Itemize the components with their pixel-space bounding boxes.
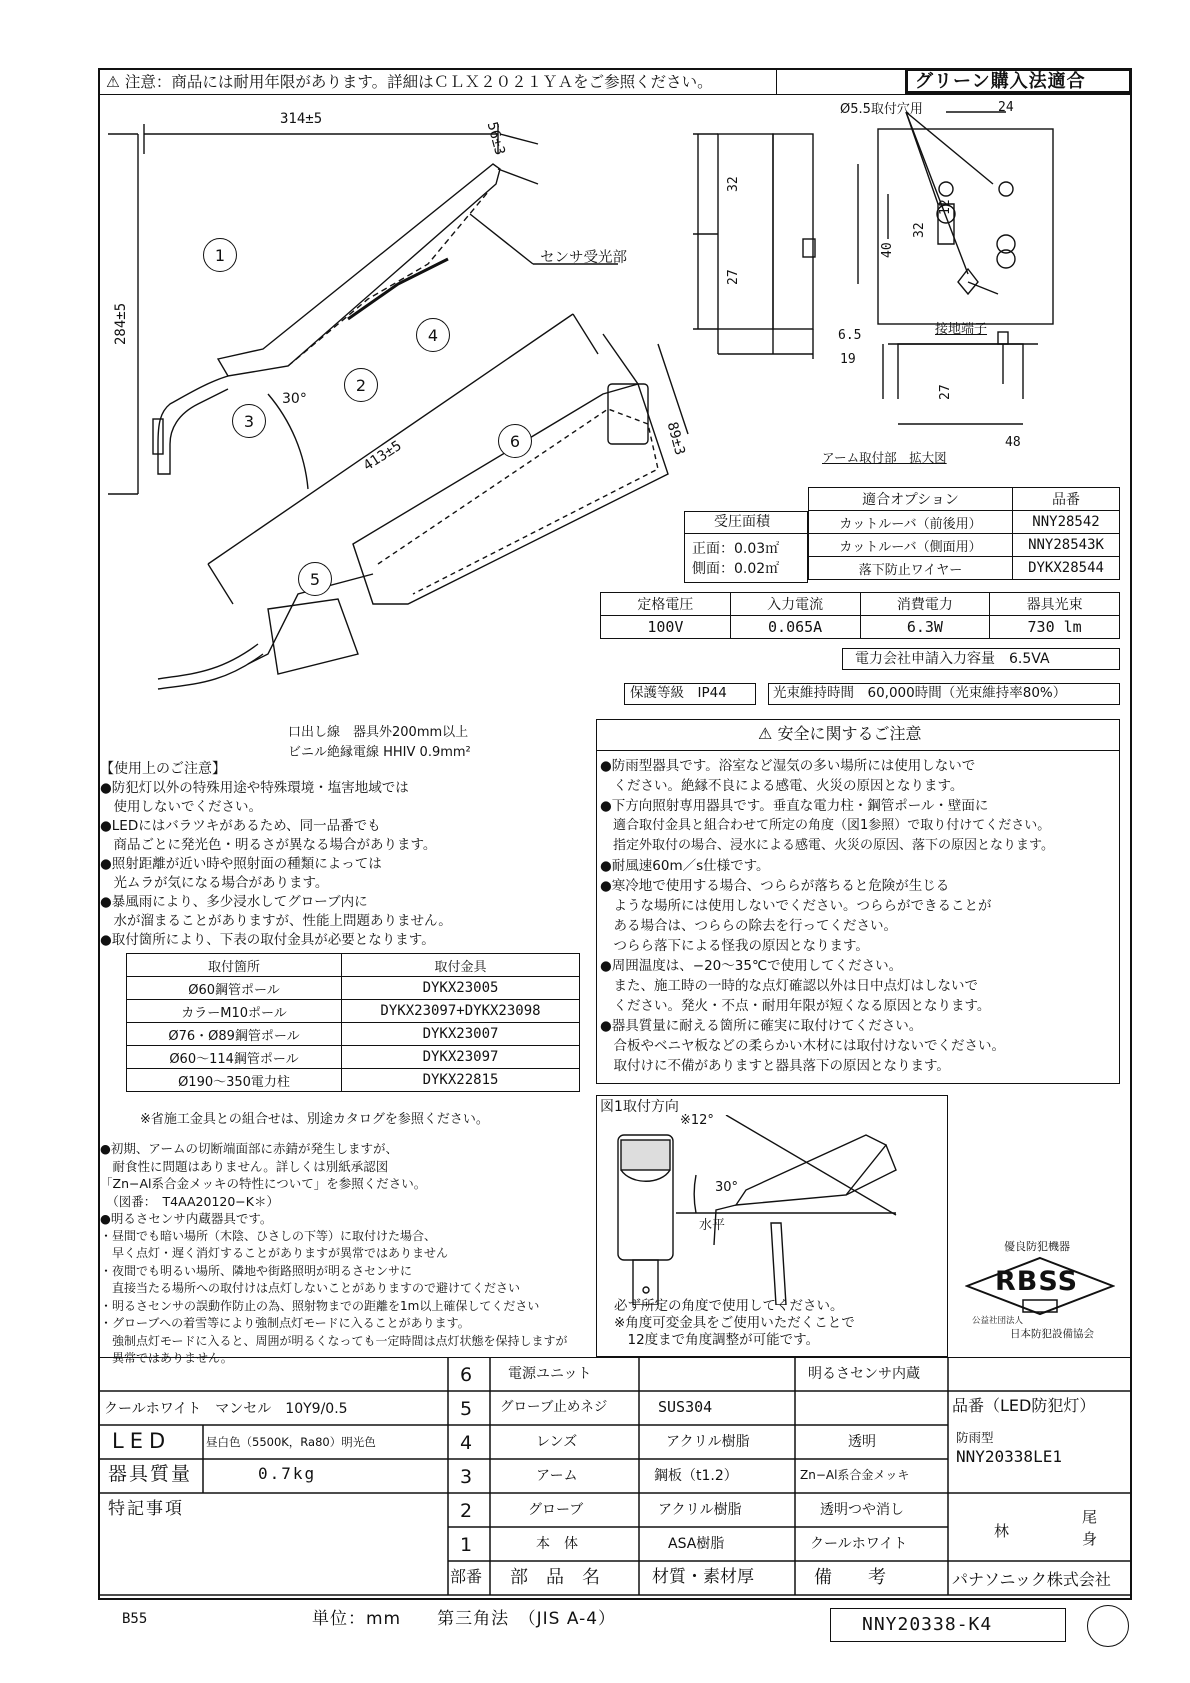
option-code: DYKX28544 — [1013, 557, 1120, 580]
arm-side — [158, 376, 228, 474]
parts-head-material: 材質・素材厚 — [652, 1567, 754, 1587]
usage-line: ●照射距離が近い時や照射面の種類によっては — [100, 856, 382, 872]
parts-head-remark: 備 考 — [814, 1567, 886, 1588]
drawing-number: NNY20338-K4 — [862, 1614, 993, 1635]
safety-line: ●器具質量に耐える箇所に確実に取付けてください。 — [600, 1018, 923, 1034]
safety-line: ●寒冷地で使用する場合、つららが落ちると危険が生じる — [600, 878, 950, 894]
part-material: 鋼板（t1.2） — [654, 1468, 738, 1484]
part-no: 3 — [460, 1466, 473, 1488]
part-remark: 透明つや消し — [820, 1502, 904, 1518]
safety-rule — [596, 750, 1120, 751]
option-name: 落下防止ワイヤー — [809, 557, 1013, 580]
pressure-front: 正面：0.03㎡ — [692, 541, 780, 557]
sign-1: 林 — [994, 1522, 1010, 1540]
fig1-note2: ※角度可変金具をご使用いただくことで — [614, 1315, 855, 1331]
special-notes-label: 特記事項 — [108, 1499, 184, 1519]
usage-line: ●暴風雨により、多少浸水してグローブ内に — [100, 894, 368, 910]
dim-27a: 27 — [726, 269, 741, 285]
part-no: 5 — [460, 1398, 473, 1420]
luminaire-side-body — [218, 164, 500, 376]
mount-place: カラーM10ポール — [127, 1000, 342, 1023]
options-head-1: 適合オプション — [809, 488, 1013, 511]
fig1-note3: 12度まで角度調整が可能です。 — [614, 1332, 820, 1348]
part-name: 本 体 — [536, 1536, 578, 1552]
dim-24: 24 — [998, 100, 1014, 115]
usage-line: 光ムラが気になる場合があります。 — [100, 875, 329, 891]
mount-part: DYKX23005 — [342, 977, 580, 1000]
dim-89: 89±3 — [663, 420, 688, 457]
safety-line: ください。絶縁不良による感電、火災の原因となります。 — [600, 778, 964, 794]
dim-19: 19 — [840, 352, 856, 367]
safety-line: ような場所には使用しないでください。つららができることが — [600, 898, 992, 914]
product-label: 品番（LED防犯灯） — [952, 1396, 1096, 1415]
mount-head: 取付金具 — [342, 954, 580, 977]
safety-line: ●周囲温度は、−20～35℃で使用してください。 — [600, 958, 903, 974]
arm-caption: アーム取付部 拡大図 — [822, 450, 947, 465]
caution-header — [106, 72, 713, 92]
usage-title: 【使用上のご注意】 — [100, 761, 226, 777]
part-row — [448, 1527, 1132, 1561]
part-name: レンズ — [536, 1434, 578, 1450]
caution-text: 注意：商品には耐用年限があります。詳細はＣＬＸ２０２１ＹＡをご参照ください。 — [124, 73, 713, 91]
rating-head: 定格電圧 — [601, 593, 731, 616]
weight-value: 0.7kg — [258, 1464, 317, 1483]
rating-head: 入力電流 — [730, 593, 860, 616]
safety-notes — [600, 756, 1054, 1076]
revision-circle — [1087, 1605, 1129, 1647]
sensor-label: センサ受光部 — [540, 250, 627, 266]
safety-line: つらら落下による怪我の原因となります。 — [600, 938, 869, 954]
part-row — [448, 1357, 1132, 1391]
part-remark: Zn−Al系合金メッキ — [800, 1468, 910, 1482]
earth-label: 接地端子 — [935, 322, 988, 337]
usage-line: ●防犯灯以外の特殊用途や特殊環境・塩害地域では — [100, 780, 409, 796]
dim-angle-30: 30° — [282, 391, 307, 407]
part-no: 4 — [460, 1432, 473, 1454]
rating-current: 0.065A — [730, 616, 860, 639]
rbss-sub1: 公益社団法人 — [972, 1316, 1024, 1326]
part-material: ASA樹脂 — [668, 1536, 725, 1552]
safety-line: 指定外取付の場合、浸水による感電、火災の原因、落下の原因となります。 — [600, 838, 1054, 853]
life-text: 光束維持時間 60,000時間（光束維持率80%） — [773, 685, 1067, 701]
led-label: LED — [112, 1429, 172, 1453]
weight-label: 器具質量 — [108, 1463, 193, 1485]
note2-line: ・明るさセンサの誤動作防止の為、照射物までの距離を1m以上確保してください — [100, 1298, 540, 1313]
note2-line: ・夜間でも明るい場所、隣地や街路照明が明るさセンサに — [100, 1263, 413, 1278]
note2-line: 強制点灯モードに入ると、周囲が明るくなっても一定時間は点灯状態を保持しますが — [100, 1333, 568, 1348]
part-row — [448, 1493, 1132, 1527]
part-material: アクリル樹脂 — [658, 1502, 742, 1518]
option-code: NNY28543K — [1013, 534, 1120, 557]
fig1-drawing — [596, 1115, 948, 1305]
hole-label: Ø5.5取付穴用 — [840, 102, 923, 117]
company-name: パナソニック株式会社 — [952, 1570, 1111, 1589]
dim-48: 48 — [1005, 435, 1021, 450]
pressure-rule — [684, 533, 808, 534]
options-table — [808, 487, 1120, 580]
arm-top — [268, 599, 358, 674]
safety-line: ●下方向照射専用器具です。垂直な電力柱・鋼管ポール・壁面に — [600, 798, 989, 814]
footer-code: B55 — [122, 1611, 148, 1627]
option-code: NNY28542 — [1013, 511, 1120, 534]
options-head-2: 品番 — [1013, 488, 1120, 511]
mount-head: 取付箇所 — [127, 954, 342, 977]
pressure-side: 側面：0.02㎡ — [692, 561, 780, 577]
rbss-sub2: 日本防犯設備協会 — [1010, 1328, 1094, 1340]
safety-line: 適合取付金具と組合わせて所定の角度（図1参照）で取り付けてください。 — [600, 818, 1051, 833]
ratings-table — [600, 592, 1120, 639]
mount-part: DYKX23097 — [342, 1046, 580, 1069]
note2-line: ●初期、アームの切断端面部に赤錆が発生しますが、 — [100, 1141, 399, 1156]
usage-line: ●LEDにはバラツキがあるため、同一品番でも — [100, 818, 381, 834]
rating-head: 器具光束 — [990, 593, 1120, 616]
note2-line: 耐食性に問題はありません。詳しくは別紙承認図 — [100, 1158, 389, 1174]
note2-line: 異常ではありません。 — [100, 1351, 233, 1365]
color-spec: クールホワイト マンセル 10Y9/0.5 — [104, 1401, 348, 1417]
fig1-title: 図1取付方向 — [600, 1099, 679, 1115]
callout-4: 4 — [416, 318, 450, 352]
safety-title — [758, 724, 921, 745]
mount-place: Ø190～350電力柱 — [127, 1069, 342, 1092]
mount-note: ※省施工金具との組合せは、別途カタログを参照ください。 — [140, 1112, 489, 1127]
dim-413: 413±5 — [360, 437, 405, 475]
mount-part: DYKX23097+DYKX23098 — [342, 1000, 580, 1023]
part-no: 2 — [460, 1500, 473, 1522]
green-label: グリーン購入法適合 — [915, 71, 1086, 92]
pressure-title: 受圧面積 — [714, 514, 770, 530]
warning-icon: ⚠ — [106, 73, 120, 91]
usage-line: ●取付箇所により、下表の取付金具が必要となります。 — [100, 932, 435, 948]
safety-line: ある場合は、つららの除去を行ってください。 — [600, 918, 897, 934]
usage-line: 水が溜まることがありますが、性能上問題ありません。 — [100, 913, 452, 929]
dim-12: 12 — [938, 199, 953, 215]
mount-table — [126, 953, 580, 1092]
callout-1: 1 — [203, 238, 237, 272]
safety-title-text: 安全に関するご注意 — [777, 724, 922, 743]
note2-line: 直接当たる場所への取付けは点灯しないことがありますので避けてください — [100, 1281, 521, 1295]
fig1-angle12: ※12° — [680, 1113, 714, 1128]
fig1-horizontal: 水平 — [699, 1218, 726, 1233]
part-remark: 透明 — [848, 1434, 876, 1450]
option-name: カットルーバ（前後用） — [809, 511, 1013, 534]
part-name: アーム — [536, 1468, 578, 1484]
part-remark: クールホワイト — [810, 1536, 908, 1552]
warning-icon: ⚠ — [758, 724, 773, 743]
safety-line: ●耐風速60m／s仕様です。 — [600, 858, 770, 874]
dim-6-5: 6.5 — [838, 328, 862, 343]
part-name: グローブ — [528, 1502, 584, 1518]
usage-line: 使用しないでください。 — [100, 799, 262, 815]
ip-text: 保護等級 IP44 — [630, 685, 727, 701]
notes-2 — [100, 1140, 568, 1368]
footer-unit: 単位：mm 第三角法 （JIS A-4） — [312, 1609, 617, 1629]
dim-56: 56±3 — [483, 120, 508, 157]
parts-head-name: 部 品 名 — [510, 1567, 600, 1588]
dim-284: 284±5 — [113, 302, 129, 345]
safety-line: ●防雨型器具です。浴室など湿気の多い場所には使用しないで — [600, 758, 976, 774]
note2-line: ●明るさセンサ内蔵器具です。 — [100, 1211, 273, 1226]
led-value: 昼白色（5500K，Ra80）明光色 — [206, 1435, 376, 1449]
wire-note-1: 口出し線 器具外200mm以上 — [288, 725, 469, 740]
part-material: SUS304 — [658, 1398, 713, 1416]
safety-line: 取付けに不備がありますと器具落下の原因となります。 — [600, 1058, 950, 1074]
mount-place: Ø76・Ø89鋼管ポール — [127, 1023, 342, 1046]
part-no: 6 — [460, 1364, 473, 1386]
wire-note-2: ビニル絶縁電線 HHIV 0.9mm² — [288, 745, 471, 760]
capacity-text: 電力会社申請入力容量 6.5VA — [855, 651, 1050, 667]
product-type: 防雨型 — [956, 1430, 994, 1445]
note2-line: （図番： T4AA20120−K＊） — [100, 1193, 279, 1209]
part-name: 電源ユニット — [508, 1366, 592, 1382]
fig1-angle30: 30° — [715, 1180, 739, 1195]
safety-line: また、施工時の一時的な点灯確認以外は日中点灯はしないで — [600, 978, 978, 994]
rbss-logo: RBSS — [995, 1266, 1079, 1297]
note2-line: 早く点灯・遅く消灯することがありますが異常ではありません — [100, 1246, 449, 1260]
mount-part: DYKX23007 — [342, 1023, 580, 1046]
usage-line: 商品ごとに発光色・明るさが異なる場合があります。 — [100, 837, 437, 853]
option-name: カットルーバ（側面用） — [809, 534, 1013, 557]
rating-head: 消費電力 — [860, 593, 990, 616]
part-name: グローブ止めネジ — [500, 1399, 608, 1415]
callout-3: 3 — [232, 404, 266, 438]
dim-32a: 32 — [726, 176, 741, 192]
note2-line: 「Zn−Al系合金メッキの特性について」を参照ください。 — [100, 1176, 427, 1191]
part-remark: 明るさセンサ内蔵 — [808, 1366, 920, 1382]
rbss-top: 優良防犯機器 — [1004, 1240, 1070, 1253]
safety-line: 合板やベニヤ板などの柔らかい木材には取付けないでください。 — [600, 1038, 1005, 1054]
part-no: 1 — [460, 1534, 473, 1556]
sign-3: 身 — [1082, 1530, 1098, 1548]
fig1-luminaire — [736, 1135, 886, 1205]
mount-place: Ø60～114鋼管ポール — [127, 1046, 342, 1069]
luminaire-top-body — [353, 384, 668, 604]
product-model: NNY20338LE1 — [956, 1447, 1062, 1466]
usage-notes — [100, 779, 452, 950]
parts-head-no: 部番 — [450, 1567, 483, 1586]
rating-voltage: 100V — [601, 616, 731, 639]
dim-314: 314±5 — [280, 111, 323, 127]
dim-32b: 32 — [912, 222, 927, 238]
part-material: アクリル樹脂 — [666, 1434, 750, 1450]
callout-5: 5 — [298, 562, 332, 596]
rating-power: 6.3W — [860, 616, 990, 639]
note2-line: ・昼間でも暗い場所（木陰、ひさしの下等）に取付けた場合、 — [100, 1228, 437, 1243]
dim-27b: 27 — [938, 384, 953, 400]
rating-flux: 730 lm — [990, 616, 1120, 639]
fig1-note1: 必ず所定の角度で使用してください。 — [614, 1298, 844, 1314]
safety-line: ください。発火・不点・耐用年限が短くなる原因となります。 — [600, 998, 991, 1014]
header-divider — [776, 68, 777, 94]
mount-part: DYKX22815 — [342, 1069, 580, 1092]
callout-6: 6 — [498, 424, 532, 458]
mount-place: Ø60鋼管ポール — [127, 977, 342, 1000]
note2-line: ・グローブへの着雪等により強制点灯モードに入ることがあります。 — [100, 1316, 470, 1330]
callout-2: 2 — [344, 368, 378, 402]
dim-40: 40 — [880, 242, 895, 258]
sign-2: 尾 — [1082, 1508, 1098, 1526]
